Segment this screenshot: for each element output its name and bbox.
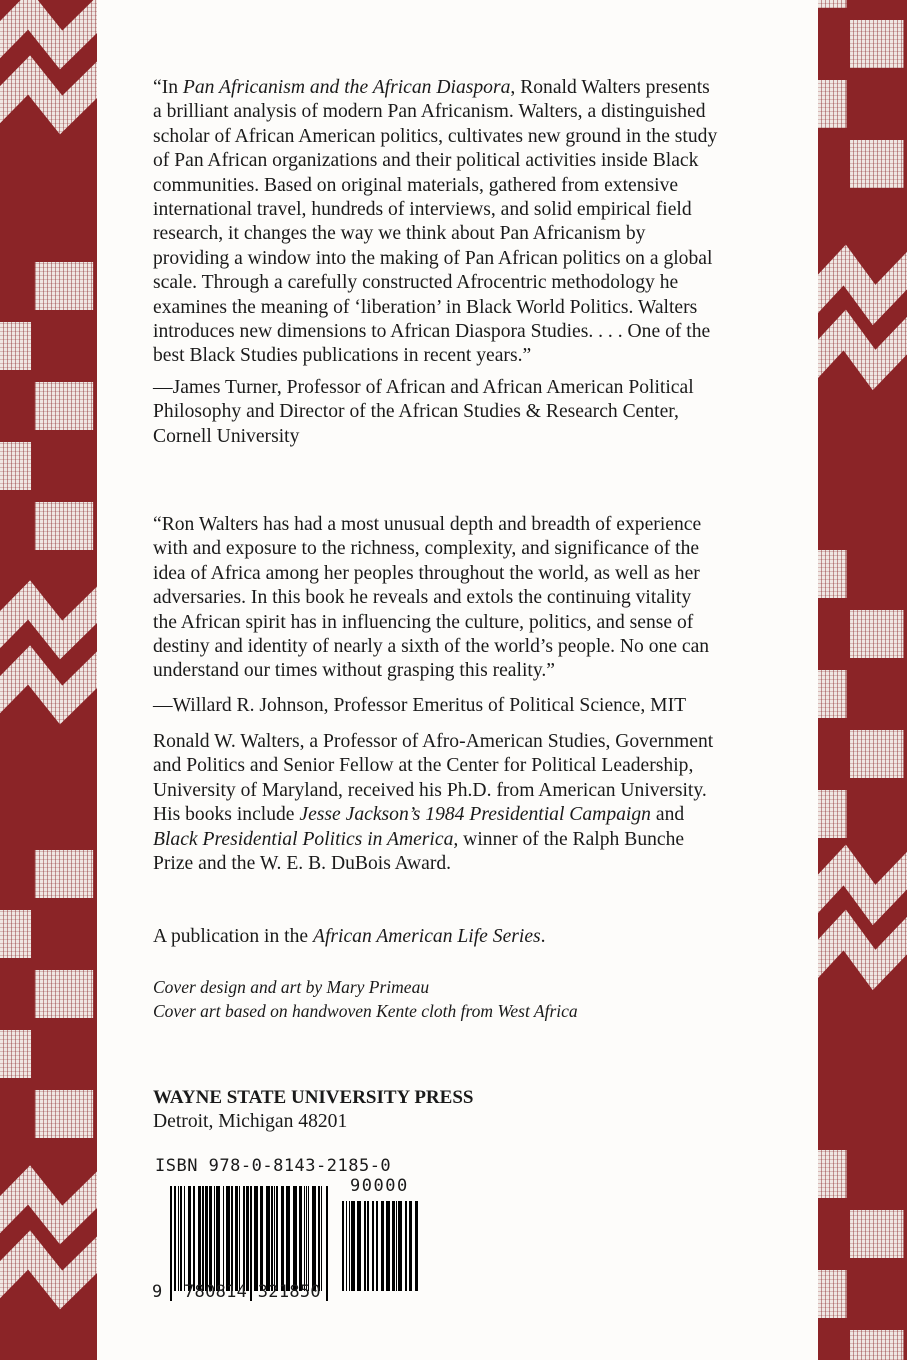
barcode-bar xyxy=(231,1186,233,1291)
barcode-bar xyxy=(193,1186,195,1291)
text-line xyxy=(153,100,833,124)
barcode-bar xyxy=(381,1201,384,1291)
barcode-bar xyxy=(180,1186,182,1291)
isbn-label: ISBN 978-0-8143-2185-0 xyxy=(155,1156,392,1176)
text-line xyxy=(153,999,833,1023)
text-line xyxy=(153,537,833,561)
barcode-bar xyxy=(260,1186,263,1291)
barcode-bar xyxy=(304,1186,305,1291)
barcode-bar xyxy=(367,1201,369,1291)
text-line xyxy=(153,635,833,659)
barcode-bar xyxy=(299,1186,302,1291)
check-block xyxy=(35,262,93,310)
italic-title: Black Presidential Politics in America, xyxy=(153,828,459,850)
text-segment: winner of the Ralph Bunche xyxy=(458,828,685,850)
text-segment: “In xyxy=(153,77,183,98)
text-segment: of Pan African organizations and their political activities inside Black xyxy=(153,150,699,172)
text-segment: international travel, hundreds of interviews, and solid empirical field xyxy=(153,198,692,220)
text-line xyxy=(153,425,833,449)
isbn-barcode xyxy=(150,1156,430,1306)
text-segment: . xyxy=(540,926,546,947)
text-line xyxy=(153,198,833,222)
barcode-bar xyxy=(178,1186,179,1291)
text-line xyxy=(153,376,833,400)
barcode-bar xyxy=(266,1186,270,1291)
check-block xyxy=(818,1150,846,1198)
barcode-bar xyxy=(271,1186,273,1291)
barcode-bar xyxy=(243,1186,245,1291)
check-block xyxy=(850,20,903,68)
text-segment: communities. Based on original materials, gathered from extensive xyxy=(153,174,679,196)
barcode-bar xyxy=(276,1186,278,1291)
barcode-bar xyxy=(349,1201,350,1291)
barcode-bar xyxy=(376,1201,378,1291)
publisher-block xyxy=(153,1086,833,1135)
barcode-digits: 780814 321850 xyxy=(184,1282,321,1302)
check-block xyxy=(818,0,846,8)
text-segment: —Willard R. Johnson, Professor Emeritus of Political Science, MIT xyxy=(153,695,687,716)
text-segment: and xyxy=(650,804,685,826)
barcode-bar xyxy=(357,1201,361,1291)
text-line xyxy=(153,562,833,586)
text-line xyxy=(153,852,833,876)
italic-title: Cover design and art by Mary Primeau xyxy=(153,977,430,997)
text-segment: Prize and the W. E. B. DuBois Award. xyxy=(153,852,452,874)
text-segment: research, it changes the way we think about Pan Africanism by xyxy=(153,223,646,245)
text-segment: Philosophy and Director of the African Studies & Research Center, xyxy=(153,401,679,423)
barcode-bar xyxy=(184,1186,185,1291)
text-segment: , Ronald Walters presents xyxy=(510,77,710,98)
barcode-bar xyxy=(318,1186,320,1291)
barcode-bar xyxy=(214,1186,215,1291)
text-segment: destiny and identity of nearly a sixth of the world’s people. No one can xyxy=(153,635,710,657)
text-segment: examines the meaning of ‘liberation’ in Black World Politics. Walters xyxy=(153,296,698,318)
text-segment: and Politics and Senior Fellow at the Center for Political Leadership, xyxy=(153,755,694,777)
cover-credits xyxy=(153,975,833,1024)
barcode-bar xyxy=(364,1201,366,1291)
publisher-address: Detroit, Michigan 48201 xyxy=(153,1111,348,1133)
text-line xyxy=(153,125,833,149)
text-line xyxy=(153,730,833,754)
text-line xyxy=(153,247,833,271)
barcode-bar xyxy=(312,1186,316,1291)
check-block xyxy=(35,850,93,898)
text-segment: scale. Through a carefully constructed Afrocentric methodology he xyxy=(153,272,679,294)
barcode-bar xyxy=(392,1201,395,1291)
check-block xyxy=(35,502,93,550)
text-segment: “Ron Walters has had a most unusual depth and breadth of experience xyxy=(153,514,702,535)
text-segment: Ronald W. Walters, a Professor of Afro-American Studies, Government xyxy=(153,731,714,752)
barcode-bar xyxy=(286,1186,290,1291)
barcode-bar xyxy=(396,1201,397,1291)
barcode-bar xyxy=(415,1201,418,1291)
kente-border-left xyxy=(0,0,97,1360)
text-segment: introduces new dimensions to African Diaspora Studies. . . . One of the xyxy=(153,320,711,342)
text-line xyxy=(153,513,833,537)
barcode-bar xyxy=(174,1186,176,1291)
text-line xyxy=(153,975,833,999)
barcode-lead-digit: 9 xyxy=(152,1282,163,1302)
barcode-bar xyxy=(198,1186,201,1291)
check-block xyxy=(35,1090,93,1138)
check-block xyxy=(0,442,31,490)
barcode-bar xyxy=(223,1186,224,1291)
check-block xyxy=(0,1030,31,1078)
text-line xyxy=(153,149,833,173)
barcode-bar xyxy=(202,1186,204,1291)
barcode-bar xyxy=(308,1186,309,1291)
barcode-bar xyxy=(209,1186,212,1291)
barcode-bar xyxy=(246,1186,249,1291)
barcode-bar xyxy=(205,1186,208,1291)
check-block xyxy=(35,970,93,1018)
text-segment: A publication in the xyxy=(153,926,313,947)
review-attribution-johnson xyxy=(153,694,833,718)
barcode-bar xyxy=(226,1186,230,1291)
italic-title: Cover art based on handwoven Kente cloth from West Africa xyxy=(153,1001,578,1022)
barcode-bar xyxy=(281,1186,284,1291)
price-code: 90000 xyxy=(350,1176,409,1196)
barcode-guard-bar xyxy=(170,1186,172,1301)
text-segment: —James Turner, Professor of African and African American Political xyxy=(153,377,694,398)
review-quote-turner xyxy=(153,76,833,369)
barcode-bar xyxy=(346,1201,347,1291)
barcode-bar xyxy=(188,1186,191,1291)
check-block xyxy=(850,1210,903,1258)
text-line xyxy=(153,779,833,803)
check-block xyxy=(0,910,31,958)
text-line xyxy=(153,271,833,295)
text-segment: a brilliant analysis of modern Pan Africanism. Walters, a distinguished xyxy=(153,101,706,123)
check-block xyxy=(35,382,93,430)
text-line xyxy=(153,828,833,852)
barcode-bar xyxy=(306,1186,307,1291)
check-block xyxy=(850,610,903,658)
barcode-bar xyxy=(293,1186,297,1291)
check-block xyxy=(0,322,31,370)
text-line xyxy=(153,174,833,198)
barcode-guard-bar xyxy=(326,1186,328,1301)
text-line xyxy=(153,320,833,344)
text-segment: idea of Africa among her peoples throughout the world, as well as her xyxy=(153,562,700,584)
text-segment: His books include xyxy=(153,804,300,826)
text-line xyxy=(153,659,833,683)
author-bio xyxy=(153,730,833,876)
text-segment: providing a window into the making of Pan African politics on a global xyxy=(153,247,713,269)
italic-title: African American Life Series xyxy=(313,926,541,947)
italic-title: Pan Africanism and the African Diaspora xyxy=(182,77,511,98)
text-line xyxy=(153,925,833,949)
text-line xyxy=(153,586,833,610)
check-block xyxy=(850,1330,903,1360)
text-segment: understand our times without grasping this reality.” xyxy=(153,660,555,682)
barcode-bar xyxy=(216,1186,220,1291)
text-line xyxy=(153,803,833,827)
barcode-bar xyxy=(351,1201,355,1291)
text-line xyxy=(153,344,833,368)
barcode-bar xyxy=(386,1201,390,1291)
text-segment: Cornell University xyxy=(153,425,300,447)
text-line xyxy=(153,754,833,778)
text-segment: with and exposure to the richness, complexity, and significance of the xyxy=(153,538,700,560)
barcode-bar xyxy=(398,1201,402,1291)
barcode-bar xyxy=(239,1186,240,1291)
barcode-bar xyxy=(372,1201,374,1291)
text-segment: adversaries. In this book he reveals and extols the continuing vitality xyxy=(153,587,692,609)
check-block xyxy=(818,1270,846,1318)
text-segment: best Black Studies publications in recent years.” xyxy=(153,345,532,367)
barcode-bar xyxy=(321,1186,322,1291)
text-line xyxy=(153,611,833,635)
check-block xyxy=(850,140,903,188)
italic-title: Jesse Jackson’s 1984 Presidential Campaign xyxy=(299,804,651,826)
review-quote-johnson xyxy=(153,513,833,684)
text-segment: University of Maryland, received his Ph.D. from American University. xyxy=(153,779,707,801)
text-line xyxy=(153,694,833,718)
text-line xyxy=(153,222,833,246)
barcode-bar xyxy=(274,1186,275,1291)
text-line xyxy=(153,76,833,100)
review-attribution-turner xyxy=(153,376,833,449)
text-segment: the African spirit has in influencing the culture, politics, and sense of xyxy=(153,611,694,633)
text-line xyxy=(153,296,833,320)
series-note xyxy=(153,925,833,949)
check-block xyxy=(850,730,903,778)
barcode-bar xyxy=(235,1186,238,1291)
barcode-bar xyxy=(254,1186,258,1291)
barcode-bar xyxy=(405,1201,407,1291)
text-line xyxy=(153,400,833,424)
publisher-name: WAYNE STATE UNIVERSITY PRESS xyxy=(153,1087,474,1108)
text-segment: scholar of African American politics, cultivates new ground in the study xyxy=(153,125,718,147)
barcode-bar xyxy=(342,1201,344,1291)
barcode-bar xyxy=(409,1201,412,1291)
